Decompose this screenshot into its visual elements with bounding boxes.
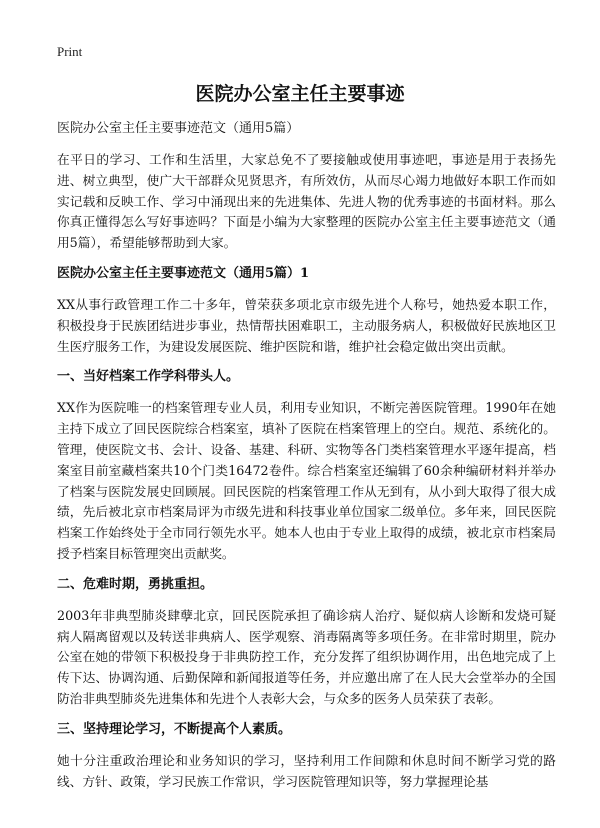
subsection-paragraph-2: 2003年非典型肺炎肆孽北京，回民医院承担了确诊病人治疗、疑似病人诊断和发烧可疑病人隔离留观以及转送非典病人、医学观察、消毒隔离等多项任务。在非常时期里，院办公室在她的带领下积极投身于非典防控工作，充分发挥了组织协调作用，出色地完成了上传下达、协调沟通、后勤保障和新闻报道等任务，并应邀出席了在人民大会堂举办的全国防治非典型肺炎先进集体和先进个人表彰大会，与众多的医务人员荣获了表彰。 [57,607,556,706]
subsection-heading-3: 三、坚持理论学习，不断提高个人素质。 [57,721,292,737]
document-subtitle: 医院办公室主任主要事迹范文（通用5篇） [57,121,300,136]
document-body [57,120,556,803]
subsection-heading-1: 一、当好档案工作学科带头人。 [57,369,240,385]
section-paragraph: XX从事行政管理工作二十多年，曾荣获多项北京市级先进个人称号，她热爱本职工作，积极投身于民族团结进步事业，热情帮扶困难职工，主动服务病人，积极做好民族地区卫生医疗服务工作，为建设发展医院、维护医院和谐，维护社会稳定做出突出贡献。 [57,296,556,354]
subsection-paragraph-3: 她十分注重政治理论和业务知识的学习，坚持利用工作间隙和休息时间不断学习党的路线、方针、政策，学习民族工作常识，学习医院管理知识等，努力掌握理论基 [57,752,556,789]
subsection-heading-2: 二、危难时期，勇挑重担。 [57,576,214,592]
document-title: 医院办公室主任主要事迹 [195,83,405,105]
intro-paragraph: 在平日的学习、工作和生活里，大家总免不了要接触或使用事迹吧，事迹是用于表扬先进、树立典型，使广大干部群众见贤思齐，有所效仿，从而尽心竭力地做好本职工作而如实记载和反映工作、学习中涌现出来的先进集体、先进人物的优秀事迹的书面材料。那么你真正懂得怎么写好事迹吗？下面是小编为大家整理的医院办公室主任主要事迹范文（通用5篇），希望能够帮助到大家。 [57,152,556,251]
section-heading: 医院办公室主任主要事迹范文（通用5篇）1 [57,265,310,281]
print-link[interactable]: Print [57,44,83,59]
subsection-paragraph-1: XX作为医院唯一的档案管理专业人员，利用专业知识，不断完善医院管理。1990年在她主持下成立了回民医院综合档案室，填补了医院在档案管理上的空白。规范、系统化的。管理，使医院文书、会计、设备、基建、科研、实物等各门类档案管理水平逐年提高，档案室目前室藏档案共10个门类16472卷件。综合档案室还编辑了60余种编研材料并举办了档案与医院发展史回顾展。回民医院的档案管理工作从无到有，从小到大取得了很大成绩，先后被北京市档案局评为市级先进和科技事业单位国家二级单位。多年来，回民医院档案工作始终处于全市同行领先水平。她本人也由于专业上取得的成绩，被北京市档案局授予档案目标管理突出贡献奖。 [57,400,556,561]
